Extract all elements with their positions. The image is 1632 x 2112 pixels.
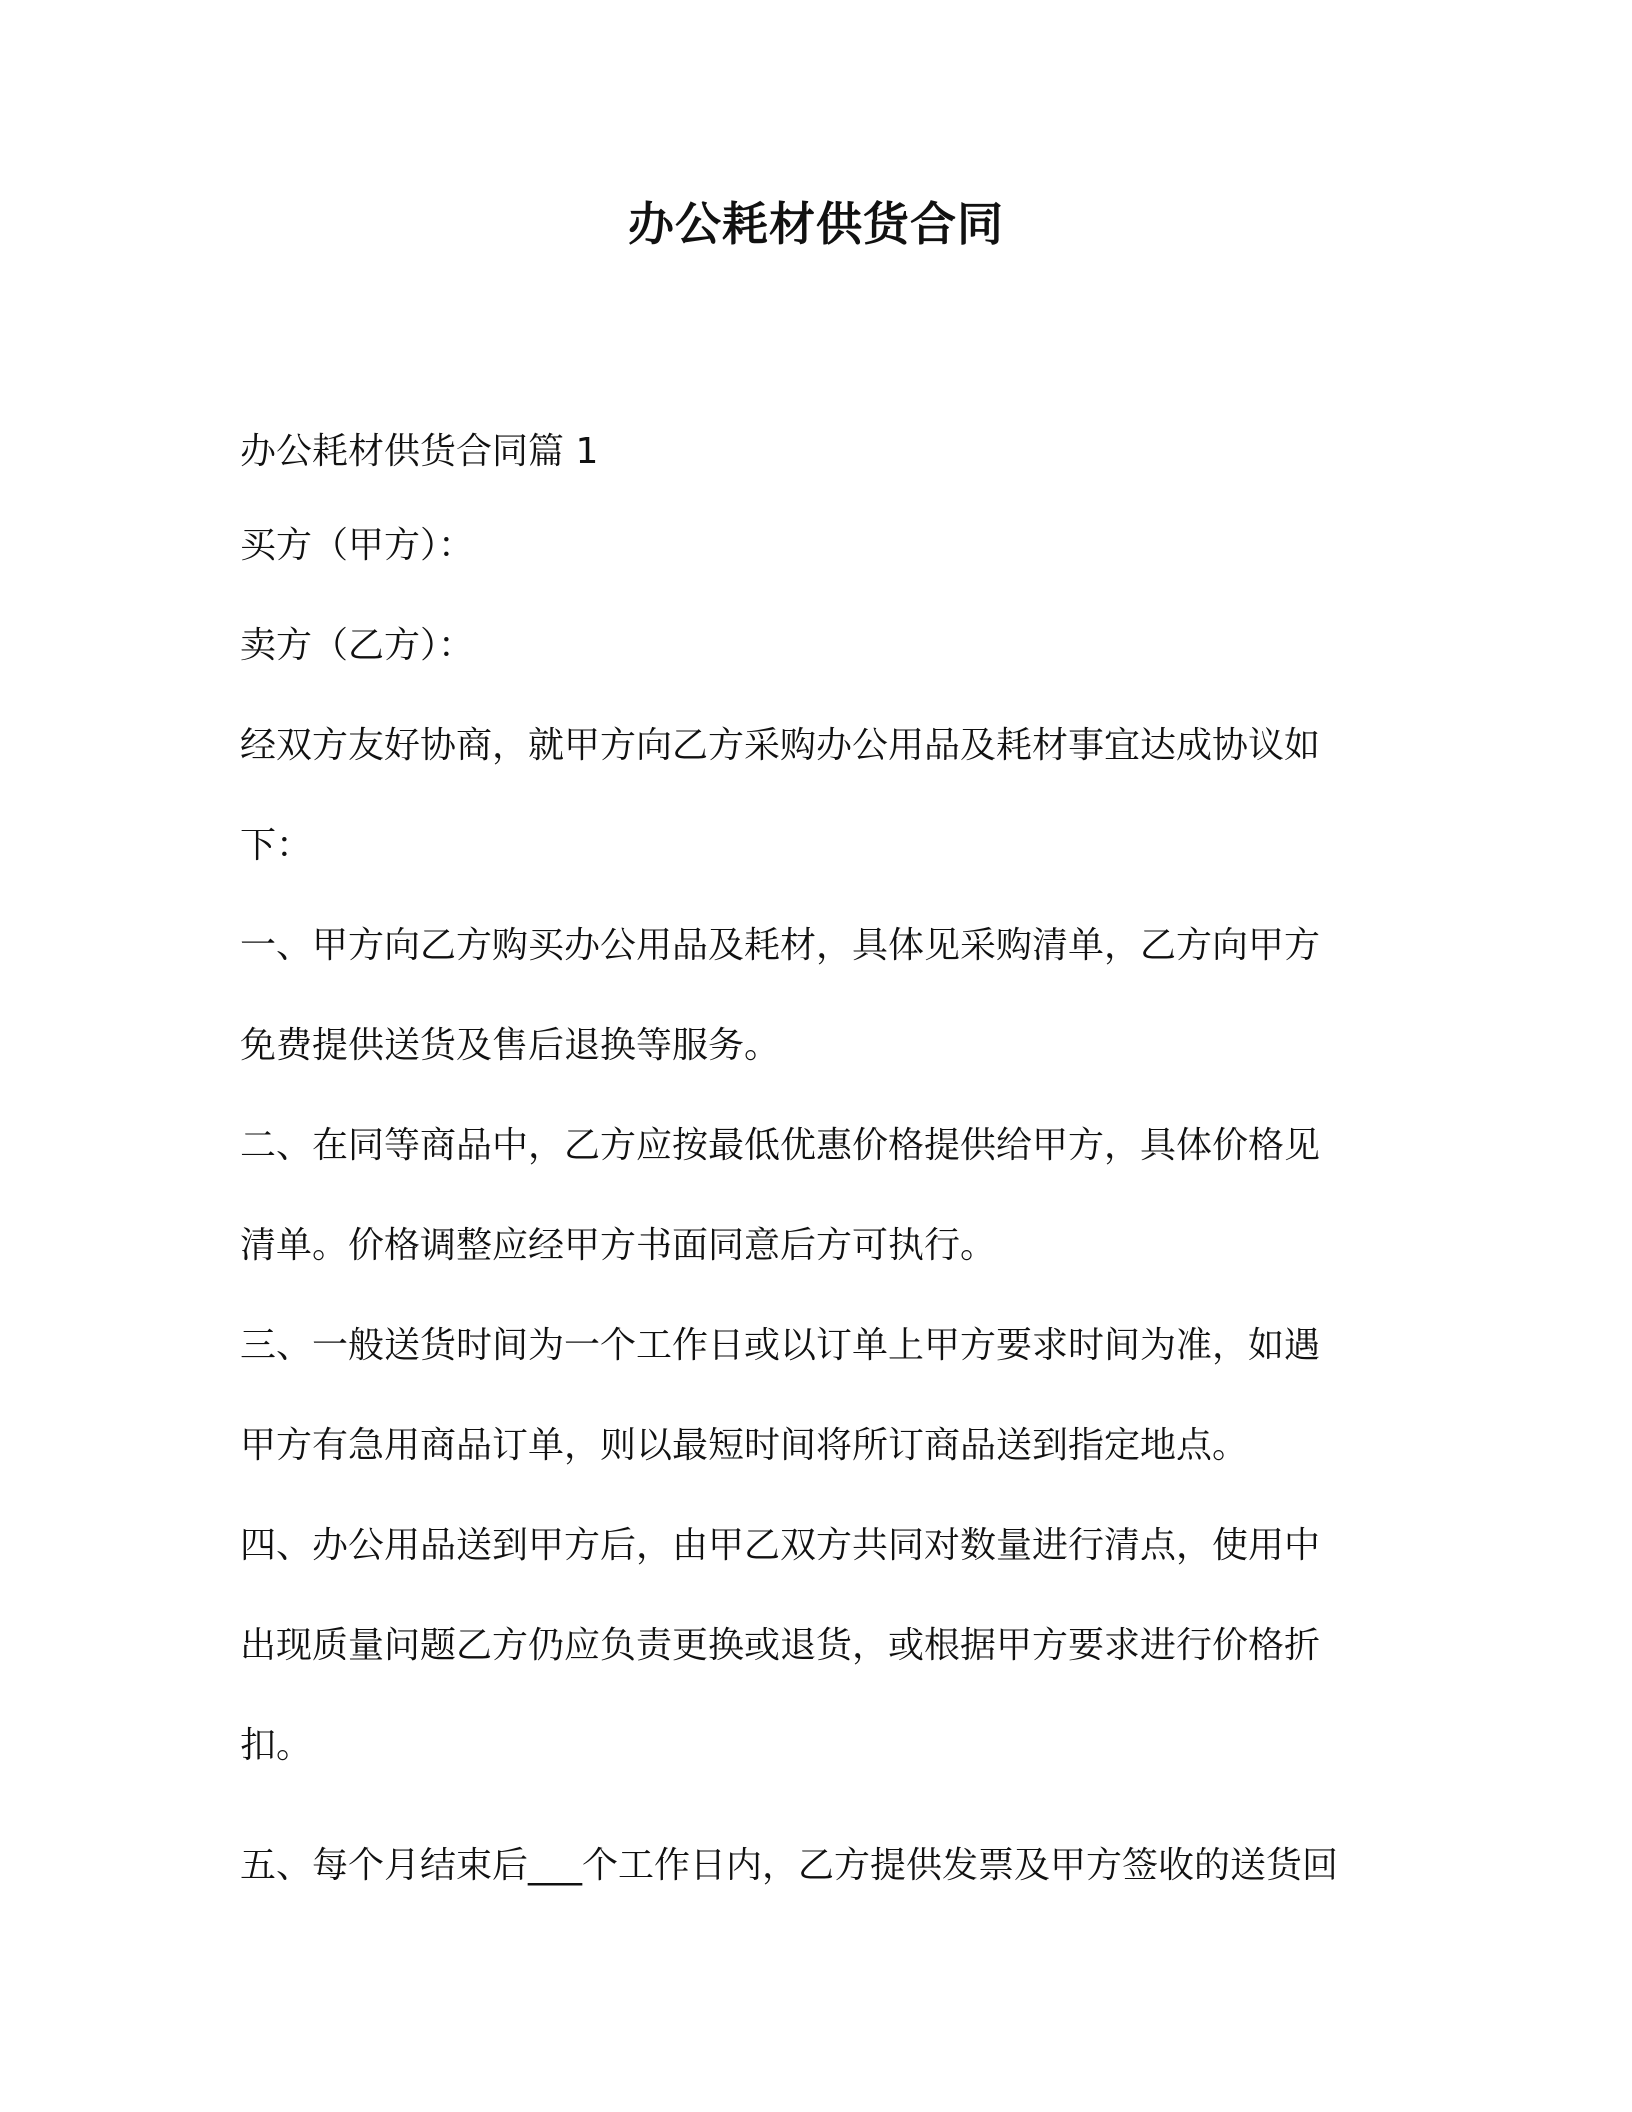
paragraph-line: 一、甲方向乙方购买办公用品及耗材，具体见采购清单，乙方向甲方: [240, 925, 1321, 966]
paragraph-line: 经双方友好协商，就甲方向乙方采购办公用品及耗材事宜达成协议如: [240, 725, 1321, 766]
paragraph-line: 免费提供送货及售后退换等服务。: [240, 1025, 781, 1066]
paragraph-line: 四、办公用品送到甲方后，由甲乙双方共同对数量进行清点，使用中: [240, 1525, 1321, 1566]
paragraph-line: 五、每个月结束后___个工作日内，乙方提供发票及甲方签收的送货回: [240, 1845, 1339, 1886]
paragraph-line: 甲方有急用商品订单，则以最短时间将所订商品送到指定地点。: [240, 1425, 1249, 1466]
document-title: 办公耗材供货合同: [628, 197, 1004, 251]
paragraph-line: 三、一般送货时间为一个工作日或以订单上甲方要求时间为准，如遇: [240, 1325, 1321, 1366]
paragraph-line: 清单。价格调整应经甲方书面同意后方可执行。: [240, 1225, 997, 1266]
seller-line: 卖方（乙方）：: [240, 625, 475, 666]
paragraph-line: 下：: [240, 825, 313, 866]
section-heading: 办公耗材供货合同篇 1: [240, 431, 599, 472]
paragraph-line: 出现质量问题乙方仍应负责更换或退货，或根据甲方要求进行价格折: [240, 1625, 1321, 1666]
paragraph-line: 二、在同等商品中，乙方应按最低优惠价格提供给甲方，具体价格见: [240, 1125, 1321, 1166]
paragraph-line: 扣。: [240, 1725, 313, 1766]
buyer-line: 买方（甲方）：: [240, 525, 475, 566]
